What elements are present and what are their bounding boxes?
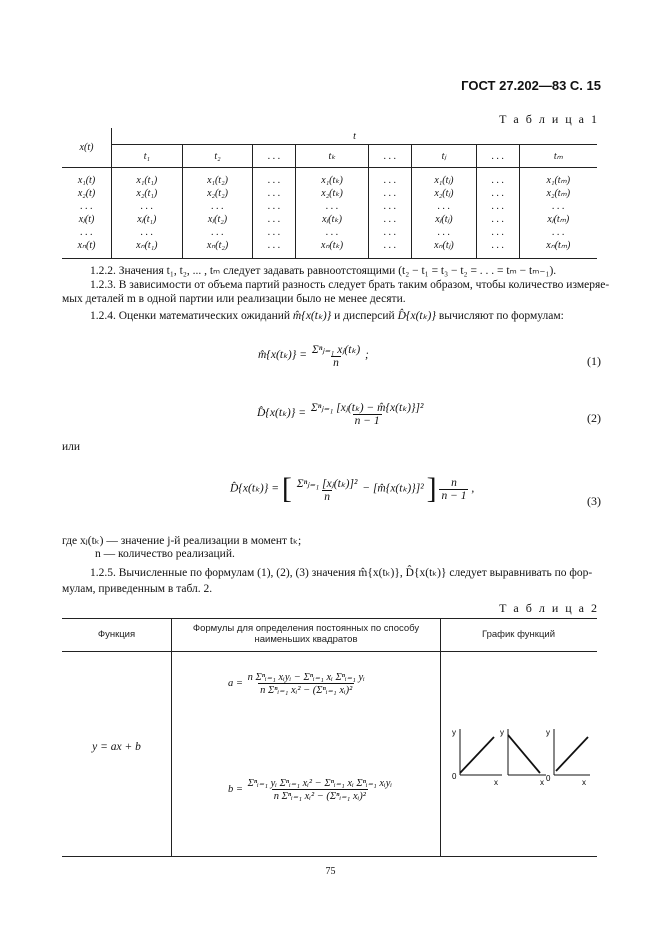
p124-text-a: 1.2.4. Оценки математических ожиданий bbox=[90, 310, 291, 322]
table1-t-header: t bbox=[112, 128, 598, 145]
table1-cell: . . . bbox=[296, 226, 369, 239]
table1-row-label: xⱼ(t) bbox=[78, 214, 95, 225]
eq3-denominator: n bbox=[324, 490, 330, 503]
p124-m-expr: m̂{x(tₖ)} bbox=[292, 310, 332, 322]
table1-cell: x₂(tⱼ) bbox=[411, 187, 476, 200]
paragraph-1-2-5-line1: 1.2.5. Вычисленные по формулам (1), (2), (3) значения m̂{x(tₖ)}, D̂{x(tₖ)} следует выравнивать по фор- bbox=[90, 567, 593, 579]
table2-bottom-border bbox=[62, 856, 597, 857]
where-line2: n — количество реализаций. bbox=[95, 548, 235, 560]
eq3-tail: , bbox=[471, 482, 475, 495]
p124-text-c: вычисляют по формулам: bbox=[438, 310, 564, 322]
table2-header-formulas: Формулы для определения постоянных по способу наименьших квадратов bbox=[192, 623, 420, 645]
table2-caption: Т а б л и ц а 2 bbox=[499, 601, 599, 615]
graph1-x-label: x bbox=[494, 778, 498, 785]
table1-cell: . . . bbox=[253, 213, 296, 226]
graph-decreasing bbox=[508, 729, 546, 775]
graph3-origin-label: 0 bbox=[546, 774, 551, 783]
table1-caption: Т а б л и ц а 1 bbox=[499, 112, 599, 126]
eq3-number: (3) bbox=[587, 494, 601, 508]
eq3-outer-denominator: n − 1 bbox=[441, 489, 467, 502]
table1-cell: xⱼ(tₖ) bbox=[296, 213, 369, 226]
graph3-x-label: x bbox=[582, 778, 586, 785]
formula-a-denominator: n Σⁿᵢ₌₁ xᵢ² − (Σⁿᵢ₌₁ xᵢ)² bbox=[260, 685, 353, 696]
page-number: 75 bbox=[325, 866, 336, 877]
eq1-lhs: m̂{x(tₖ)} = bbox=[258, 349, 307, 362]
table1-cell: xₙ(tⱼ) bbox=[411, 239, 476, 259]
formula-b-fraction bbox=[246, 777, 394, 802]
eq2-lhs: D̂{x(tₖ)} = bbox=[257, 407, 306, 420]
table1-cell: . . . bbox=[476, 200, 519, 213]
table1-cell: . . . bbox=[253, 187, 296, 200]
table1-cell: xₙ(tₘ) bbox=[519, 239, 597, 259]
paragraph-1-2-3-line2: мых деталей m в одной партии или реализации было не менее десяти. bbox=[62, 293, 406, 305]
table1-cell: . . . bbox=[182, 226, 253, 239]
table1-cell: . . . bbox=[253, 168, 296, 188]
eq3-fraction-outer bbox=[439, 477, 468, 502]
table1-cell: xⱼ(t₂) bbox=[182, 213, 253, 226]
table1-cell: . . . bbox=[476, 213, 519, 226]
eq3-lhs: D̂{x(tₖ)} = bbox=[230, 482, 279, 495]
table1-row-label: . . . bbox=[80, 227, 93, 238]
formula-a-fraction bbox=[246, 671, 367, 696]
eq2-numerator: Σⁿⱼ₌₁ [xⱼ(tₖ) − m̂{x(tₖ)}]² bbox=[310, 402, 424, 414]
table1-cell: xₙ(tₖ) bbox=[296, 239, 369, 259]
table1-col-header: . . . bbox=[369, 145, 412, 168]
table1-cell: . . . bbox=[411, 200, 476, 213]
formula-a-lhs: a = bbox=[228, 677, 243, 689]
table1-cell: . . . bbox=[476, 239, 519, 259]
table1-cell: . . . bbox=[112, 226, 183, 239]
word-ili: или bbox=[62, 441, 81, 453]
table1-cell: . . . bbox=[476, 187, 519, 200]
table2-header-divider bbox=[62, 651, 597, 652]
eq3-outer-numerator: n bbox=[451, 476, 457, 489]
table2-function-value: y = ax + b bbox=[92, 741, 141, 753]
table1-cell: xₙ(t₂) bbox=[182, 239, 253, 259]
eq3-right-bracket: ] bbox=[426, 472, 437, 505]
graph-increasing-from-origin bbox=[460, 729, 502, 775]
table1 bbox=[62, 128, 597, 259]
formula-b bbox=[228, 777, 394, 802]
table1-cell: . . . bbox=[253, 226, 296, 239]
paragraph-1-2-4 bbox=[90, 309, 564, 324]
table1-cell: x₁(tⱼ) bbox=[411, 168, 476, 188]
graph3-y-label: y bbox=[546, 728, 550, 737]
formula-a bbox=[228, 671, 367, 696]
table-row bbox=[62, 168, 597, 188]
equation-3 bbox=[230, 472, 474, 506]
eq3-minus-term: − [m̂{x(tₖ)}]² bbox=[362, 482, 424, 495]
table1-cell: x₁(tₘ) bbox=[519, 168, 597, 188]
table1-cell: . . . bbox=[253, 239, 296, 259]
equation-2 bbox=[257, 400, 425, 427]
table2-col-divider-1 bbox=[171, 619, 172, 857]
table1-cell: . . . bbox=[182, 200, 253, 213]
table2 bbox=[62, 618, 597, 857]
table-row bbox=[62, 226, 597, 239]
table1-cell: . . . bbox=[519, 226, 597, 239]
table1-row-header: x(t) bbox=[62, 128, 112, 168]
p124-d-expr: D̂{x(tₖ)} bbox=[397, 310, 436, 322]
table-row bbox=[62, 213, 597, 226]
formula-b-numerator: Σⁿᵢ₌₁ yᵢ Σⁿᵢ₌₁ xᵢ² − Σⁿᵢ₌₁ xᵢ Σⁿᵢ₌₁ xᵢyᵢ bbox=[247, 778, 393, 789]
table1-cell: . . . bbox=[369, 200, 412, 213]
eq1-number: (1) bbox=[587, 354, 601, 368]
eq2-fraction bbox=[309, 400, 426, 427]
paragraph-1-2-2: 1.2.2. Значения t₁, t₂, ... , tₘ следует задавать равноотстоящими (t₂ − t₁ = t₃ − t₂ = . . . = tₘ − tₘ₋₁). bbox=[90, 265, 557, 277]
table1-cell: x₁(tₖ) bbox=[296, 168, 369, 188]
table1-cell: . . . bbox=[519, 200, 597, 213]
eq1-tail: ; bbox=[365, 349, 369, 362]
table1-cell: xⱼ(tₘ) bbox=[519, 213, 597, 226]
table-row bbox=[62, 200, 597, 213]
table1-row-label: xₙ(t) bbox=[62, 239, 112, 259]
table1-row-label: x₁(t) bbox=[77, 175, 96, 186]
table1-cell: x₁(t₁) bbox=[112, 168, 183, 188]
table1-col-header: tₘ bbox=[519, 145, 597, 168]
table2-header-graph: График функций bbox=[481, 629, 555, 640]
table1-cell: xⱼ(t₁) bbox=[112, 213, 183, 226]
table-row bbox=[62, 187, 597, 200]
formula-b-denominator: n Σⁿᵢ₌₁ xᵢ² − (Σⁿᵢ₌₁ xᵢ)² bbox=[273, 791, 366, 802]
table1-cell: . . . bbox=[112, 200, 183, 213]
table1-cell: . . . bbox=[253, 200, 296, 213]
table1-cell: . . . bbox=[476, 226, 519, 239]
eq2-denominator: n − 1 bbox=[354, 415, 380, 427]
eq1-numerator: Σⁿⱼ₌₁ xⱼ(tₖ) bbox=[311, 344, 361, 356]
graph2-x-label: x bbox=[540, 778, 544, 785]
table1-cell: . . . bbox=[369, 213, 412, 226]
graph1-y-label: y bbox=[452, 728, 456, 737]
paragraph-1-2-3-line1: 1.2.3. В зависимости от объема партий разность следует брать таким образом, чтобы количество измеряе- bbox=[90, 279, 610, 291]
formula-a-numerator: n Σⁿᵢ₌₁ xᵢyᵢ − Σⁿᵢ₌₁ xᵢ Σⁿᵢ₌₁ yᵢ bbox=[247, 672, 365, 683]
table1-cell: x₂(t₂) bbox=[182, 187, 253, 200]
graph2-y-label: y bbox=[500, 728, 504, 737]
table1-row-label: x₂(t) bbox=[77, 188, 96, 199]
table1-col-header: t₁ bbox=[112, 145, 183, 168]
table1-cell: . . . bbox=[369, 226, 412, 239]
table1-cell: . . . bbox=[411, 226, 476, 239]
table1-cell: xⱼ(tⱼ) bbox=[411, 213, 476, 226]
paragraph-1-2-5-line2: мулам, приведенным в табл. 2. bbox=[62, 583, 213, 595]
table1-col-header: tₖ bbox=[296, 145, 369, 168]
formula-b-lhs: b = bbox=[228, 783, 243, 795]
table2-header-function: Функция bbox=[97, 629, 136, 640]
table1-col-header: . . . bbox=[476, 145, 519, 168]
table2-col-divider-2 bbox=[440, 619, 441, 857]
table1-cell: x₂(tₖ) bbox=[296, 187, 369, 200]
table1-cell: x₁(t₂) bbox=[182, 168, 253, 188]
graph1-origin-label: 0 bbox=[452, 772, 457, 781]
page-header: ГОСТ 27.202—83 С. 15 bbox=[461, 78, 601, 93]
table1-cell: x₂(t₁) bbox=[112, 187, 183, 200]
table1-row-label: . . . bbox=[80, 201, 93, 212]
eq3-left-bracket: [ bbox=[281, 472, 292, 505]
eq1-fraction bbox=[310, 342, 362, 369]
linear-function-graphs bbox=[450, 715, 590, 785]
table1-cell: . . . bbox=[369, 168, 412, 188]
table1-cell: xₙ(t₁) bbox=[112, 239, 183, 259]
equation-1 bbox=[258, 342, 369, 369]
table1-cell: . . . bbox=[296, 200, 369, 213]
p124-text-b: и дисперсий bbox=[334, 310, 395, 322]
table1-col-header: . . . bbox=[253, 145, 296, 168]
table-row bbox=[62, 239, 597, 259]
table1-col-header: tⱼ bbox=[411, 145, 476, 168]
eq3-fraction-inner bbox=[295, 476, 360, 503]
eq2-number: (2) bbox=[587, 411, 601, 425]
where-line1: где xⱼ(tₖ) — значение j-й реализации в момент tₖ; bbox=[62, 535, 302, 547]
table1-cell: x₂(tₘ) bbox=[519, 187, 597, 200]
table1-cell: . . . bbox=[476, 168, 519, 188]
graph-increasing-shifted bbox=[554, 729, 590, 775]
table1-cell: . . . bbox=[369, 239, 412, 259]
table1-col-header: t₂ bbox=[182, 145, 253, 168]
eq1-denominator: n bbox=[333, 357, 339, 369]
eq3-numerator: Σⁿⱼ₌₁ [xⱼ(tₖ)]² bbox=[296, 477, 358, 490]
table1-cell: . . . bbox=[369, 187, 412, 200]
